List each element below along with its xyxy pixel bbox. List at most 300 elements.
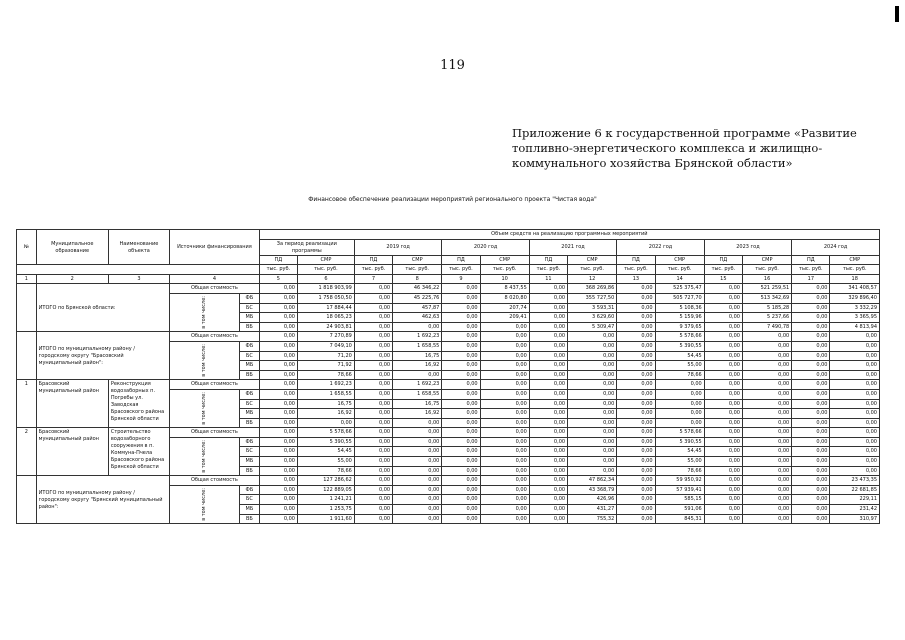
value-cell: 0,00 <box>704 284 742 294</box>
value-cell: 0,00 <box>354 399 392 409</box>
value-cell: 0,00 <box>354 351 392 361</box>
value-cell: 0,00 <box>568 370 617 380</box>
value-cell: 0,00 <box>617 505 655 515</box>
value-cell: 0,00 <box>792 380 830 390</box>
value-cell: 0,00 <box>568 389 617 399</box>
value-cell: 0,00 <box>617 476 655 486</box>
value-cell: 47 862,34 <box>568 476 617 486</box>
header-smr: СМР <box>655 255 704 265</box>
value-cell: 55,00 <box>298 457 355 467</box>
value-cell: 0,00 <box>830 380 880 390</box>
value-cell: 45 225,76 <box>393 293 442 303</box>
value-cell: 0,00 <box>354 322 392 332</box>
value-cell: 0,00 <box>529 370 567 380</box>
value-cell: 5 578,66 <box>655 428 704 438</box>
value-cell: 1 758 050,50 <box>298 293 355 303</box>
row-number <box>17 476 37 524</box>
value-cell: 22 681,85 <box>830 485 880 495</box>
value-cell: 0,00 <box>480 332 529 342</box>
in-that-number-text: в том числе: <box>201 344 208 378</box>
value-cell: 0,00 <box>529 293 567 303</box>
source-cell: ФБ <box>240 485 260 495</box>
value-cell: 78,66 <box>655 370 704 380</box>
value-cell: 17 884,44 <box>298 303 355 313</box>
value-cell: 0,00 <box>830 409 880 419</box>
source-cell: ВБ <box>240 322 260 332</box>
row-number <box>17 332 37 380</box>
value-cell: 1 253,75 <box>298 505 355 515</box>
value-cell: 0,00 <box>568 341 617 351</box>
value-cell: 525 375,47 <box>655 284 704 294</box>
value-cell: 0,00 <box>259 457 297 467</box>
value-cell: 0,00 <box>830 457 880 467</box>
value-cell: 0,00 <box>617 303 655 313</box>
value-cell: 0,00 <box>442 457 480 467</box>
in-that-number-label <box>170 341 240 379</box>
column-number: 18 <box>830 274 880 284</box>
header-unit: тыс. руб. <box>830 265 880 275</box>
value-cell: 0,00 <box>617 495 655 505</box>
value-cell: 0,00 <box>529 457 567 467</box>
value-cell: 0,00 <box>393 418 442 428</box>
header-pd: ПД <box>259 255 297 265</box>
value-cell: 0,00 <box>704 361 742 371</box>
header-no: № <box>17 230 37 265</box>
table-row <box>17 332 880 342</box>
value-cell: 0,00 <box>442 495 480 505</box>
column-number: 4 <box>170 274 260 284</box>
total-label-cell: ИТОГО по Брянской области: <box>36 284 169 332</box>
value-cell: 355 727,50 <box>568 293 617 303</box>
value-cell: 0,00 <box>792 505 830 515</box>
value-cell: 0,00 <box>442 485 480 495</box>
value-cell: 0,00 <box>830 332 880 342</box>
header-period: За период реализации программы <box>259 239 354 255</box>
column-number: 17 <box>792 274 830 284</box>
table-subtitle: Финансовое обеспечение реализации мероприятий регионального проекта "Чистая вода" <box>308 196 597 203</box>
value-cell: 57 939,41 <box>655 485 704 495</box>
value-cell: 0,00 <box>529 495 567 505</box>
value-cell: 0,00 <box>568 437 617 447</box>
value-cell: 0,00 <box>354 380 392 390</box>
header-unit: тыс. руб. <box>792 265 830 275</box>
value-cell: 0,00 <box>655 389 704 399</box>
source-cell: Общая стоимость <box>170 428 260 438</box>
value-cell: 0,00 <box>792 476 830 486</box>
value-cell: 54,45 <box>298 447 355 457</box>
value-cell: 310,97 <box>830 514 880 524</box>
value-cell: 231,42 <box>830 505 880 515</box>
value-cell: 0,00 <box>743 485 792 495</box>
value-cell: 0,00 <box>704 341 742 351</box>
value-cell: 0,00 <box>830 437 880 447</box>
value-cell: 0,00 <box>568 428 617 438</box>
value-cell: 0,00 <box>792 351 830 361</box>
value-cell: 0,00 <box>442 399 480 409</box>
source-cell: МБ <box>240 313 260 323</box>
value-cell: 0,00 <box>655 380 704 390</box>
value-cell: 0,00 <box>830 361 880 371</box>
value-cell: 229,11 <box>830 495 880 505</box>
value-cell: 0,00 <box>259 466 297 476</box>
header-units-row <box>17 265 880 275</box>
value-cell: 0,00 <box>480 485 529 495</box>
column-number: 3 <box>108 274 169 284</box>
source-cell: ФБ <box>240 437 260 447</box>
value-cell: 0,00 <box>792 313 830 323</box>
value-cell: 0,00 <box>792 322 830 332</box>
source-cell: ВБ <box>240 418 260 428</box>
value-cell: 0,00 <box>442 303 480 313</box>
value-cell: 71,20 <box>298 351 355 361</box>
value-cell: 0,00 <box>480 505 529 515</box>
value-cell: 8 020,80 <box>480 293 529 303</box>
header-pd: ПД <box>529 255 567 265</box>
value-cell: 0,00 <box>259 505 297 515</box>
value-cell: 0,00 <box>529 447 567 457</box>
header-pd: ПД <box>442 255 480 265</box>
row-number: 1 <box>17 380 37 428</box>
in-that-number-text: в том числе: <box>201 296 208 330</box>
value-cell: 0,00 <box>354 370 392 380</box>
value-cell: 0,00 <box>480 514 529 524</box>
value-cell: 0,00 <box>568 399 617 409</box>
value-cell: 16,92 <box>298 409 355 419</box>
value-cell: 0,00 <box>259 313 297 323</box>
value-cell: 0,00 <box>480 466 529 476</box>
value-cell: 0,00 <box>704 322 742 332</box>
value-cell: 1 658,55 <box>298 389 355 399</box>
value-cell: 0,00 <box>442 505 480 515</box>
header-unit: тыс. руб. <box>393 265 442 275</box>
value-cell: 0,00 <box>743 505 792 515</box>
source-cell: Общая стоимость <box>170 332 260 342</box>
value-cell: 0,00 <box>743 428 792 438</box>
column-number: 11 <box>529 274 567 284</box>
source-cell: БС <box>240 495 260 505</box>
value-cell: 0,00 <box>480 418 529 428</box>
value-cell: 0,00 <box>259 495 297 505</box>
value-cell: 0,00 <box>393 437 442 447</box>
value-cell: 0,00 <box>830 428 880 438</box>
value-cell: 0,00 <box>568 380 617 390</box>
value-cell: 0,00 <box>354 485 392 495</box>
value-cell: 9 379,65 <box>655 322 704 332</box>
value-cell: 0,00 <box>354 361 392 371</box>
value-cell: 0,00 <box>354 447 392 457</box>
value-cell: 0,00 <box>617 447 655 457</box>
table-row <box>17 428 880 438</box>
value-cell: 0,00 <box>568 332 617 342</box>
value-cell: 0,00 <box>743 418 792 428</box>
value-cell: 0,00 <box>529 418 567 428</box>
in-that-number-text: в том числе: <box>201 440 208 473</box>
column-number: 7 <box>354 274 392 284</box>
value-cell: 0,00 <box>743 447 792 457</box>
value-cell: 0,00 <box>442 389 480 399</box>
value-cell: 0,00 <box>480 322 529 332</box>
source-cell: ФБ <box>240 389 260 399</box>
value-cell: 0,00 <box>529 361 567 371</box>
value-cell: 0,00 <box>259 418 297 428</box>
value-cell: 0,00 <box>529 332 567 342</box>
value-cell: 0,00 <box>442 428 480 438</box>
value-cell: 127 286,62 <box>298 476 355 486</box>
value-cell: 0,00 <box>529 514 567 524</box>
in-that-number-label <box>170 389 240 427</box>
value-cell: 0,00 <box>568 466 617 476</box>
header-period: 2019 год <box>354 239 441 255</box>
value-cell: 0,00 <box>393 457 442 467</box>
value-cell: 0,00 <box>529 380 567 390</box>
value-cell: 0,00 <box>529 476 567 486</box>
value-cell: 0,00 <box>393 428 442 438</box>
table-row <box>17 284 880 294</box>
source-cell: ФБ <box>240 293 260 303</box>
value-cell: 0,00 <box>442 284 480 294</box>
value-cell: 0,00 <box>792 514 830 524</box>
header-smr: СМР <box>568 255 617 265</box>
value-cell: 0,00 <box>617 380 655 390</box>
source-cell: МБ <box>240 457 260 467</box>
value-cell: 0,00 <box>354 466 392 476</box>
value-cell: 0,00 <box>442 341 480 351</box>
value-cell: 0,00 <box>792 447 830 457</box>
value-cell: 0,00 <box>617 399 655 409</box>
header-smr: СМР <box>743 255 792 265</box>
value-cell: 0,00 <box>442 514 480 524</box>
header-unit: тыс. руб. <box>568 265 617 275</box>
header-unit: тыс. руб. <box>743 265 792 275</box>
value-cell: 71,92 <box>298 361 355 371</box>
value-cell: 0,00 <box>792 409 830 419</box>
value-cell: 43 368,79 <box>568 485 617 495</box>
value-cell: 0,00 <box>617 389 655 399</box>
value-cell: 1 692,23 <box>393 380 442 390</box>
value-cell: 0,00 <box>743 380 792 390</box>
header-smr: СМР <box>393 255 442 265</box>
source-cell: МБ <box>240 409 260 419</box>
column-number: 2 <box>36 274 108 284</box>
value-cell: 16,75 <box>298 399 355 409</box>
value-cell: 0,00 <box>442 447 480 457</box>
header-unit: тыс. руб. <box>529 265 567 275</box>
value-cell: 0,00 <box>259 485 297 495</box>
value-cell: 0,00 <box>617 284 655 294</box>
value-cell: 845,31 <box>655 514 704 524</box>
value-cell: 5 390,55 <box>655 341 704 351</box>
value-cell: 5 237,66 <box>743 313 792 323</box>
value-cell: 0,00 <box>617 428 655 438</box>
value-cell: 431,27 <box>568 505 617 515</box>
source-cell: ВБ <box>240 514 260 524</box>
value-cell: 0,00 <box>354 341 392 351</box>
column-number: 5 <box>259 274 297 284</box>
value-cell: 0,00 <box>529 466 567 476</box>
value-cell: 0,00 <box>617 351 655 361</box>
value-cell: 505 727,70 <box>655 293 704 303</box>
column-number: 1 <box>17 274 37 284</box>
in-that-number-label <box>170 293 240 331</box>
value-cell: 0,00 <box>792 370 830 380</box>
value-cell: 0,00 <box>480 428 529 438</box>
value-cell: 0,00 <box>792 284 830 294</box>
municipality-cell: Брасовский муниципальный район <box>36 428 108 476</box>
value-cell: 0,00 <box>743 476 792 486</box>
value-cell: 0,00 <box>259 380 297 390</box>
value-cell: 1 692,23 <box>393 332 442 342</box>
in-that-number-text: в том числе: <box>201 392 208 425</box>
value-cell: 0,00 <box>480 361 529 371</box>
value-cell: 0,00 <box>617 437 655 447</box>
value-cell: 0,00 <box>442 380 480 390</box>
value-cell: 0,00 <box>354 505 392 515</box>
value-cell: 513 342,69 <box>743 293 792 303</box>
value-cell: 0,00 <box>393 476 442 486</box>
value-cell: 0,00 <box>830 418 880 428</box>
municipality-cell: Брасовский муниципальный район <box>36 380 108 428</box>
value-cell: 0,00 <box>480 380 529 390</box>
value-cell: 0,00 <box>792 389 830 399</box>
value-cell: 0,00 <box>529 485 567 495</box>
value-cell: 0,00 <box>480 351 529 361</box>
header-source: Источники финансирования <box>170 230 260 265</box>
column-number: 9 <box>442 274 480 284</box>
source-cell: ВБ <box>240 466 260 476</box>
value-cell: 0,00 <box>480 437 529 447</box>
value-cell: 0,00 <box>393 370 442 380</box>
value-cell: 0,00 <box>704 389 742 399</box>
value-cell: 0,00 <box>704 370 742 380</box>
value-cell: 0,00 <box>529 351 567 361</box>
value-cell: 122 889,05 <box>298 485 355 495</box>
value-cell: 5 578,66 <box>655 332 704 342</box>
source-cell: МБ <box>240 361 260 371</box>
value-cell: 0,00 <box>792 341 830 351</box>
value-cell: 0,00 <box>704 332 742 342</box>
value-cell: 78,66 <box>298 466 355 476</box>
value-cell: 462,63 <box>393 313 442 323</box>
header-volume: Объем средств на реализацию программных мероприятий <box>259 230 879 240</box>
value-cell: 0,00 <box>354 418 392 428</box>
value-cell: 1 911,60 <box>298 514 355 524</box>
value-cell: 0,00 <box>792 457 830 467</box>
value-cell: 0,00 <box>480 495 529 505</box>
value-cell: 0,00 <box>529 399 567 409</box>
value-cell: 0,00 <box>617 332 655 342</box>
header-smr: СМР <box>480 255 529 265</box>
value-cell: 0,00 <box>354 303 392 313</box>
source-cell: БС <box>240 447 260 457</box>
value-cell: 0,00 <box>442 409 480 419</box>
value-cell: 1 658,55 <box>393 341 442 351</box>
value-cell: 0,00 <box>529 303 567 313</box>
source-cell: Общая стоимость <box>170 380 260 390</box>
value-cell: 0,00 <box>529 428 567 438</box>
value-cell: 0,00 <box>743 389 792 399</box>
value-cell: 0,00 <box>393 505 442 515</box>
header-units-spacer <box>17 265 260 275</box>
value-cell: 0,00 <box>704 466 742 476</box>
value-cell: 0,00 <box>354 514 392 524</box>
value-cell: 0,00 <box>568 418 617 428</box>
value-cell: 0,00 <box>259 322 297 332</box>
value-cell: 0,00 <box>480 447 529 457</box>
table-body <box>17 284 880 524</box>
value-cell: 0,00 <box>393 485 442 495</box>
value-cell: 0,00 <box>704 428 742 438</box>
value-cell: 0,00 <box>655 418 704 428</box>
in-that-number-text: в том числе: <box>201 488 208 521</box>
header-pd: ПД <box>792 255 830 265</box>
value-cell: 0,00 <box>743 457 792 467</box>
value-cell: 0,00 <box>259 293 297 303</box>
value-cell: 0,00 <box>743 361 792 371</box>
value-cell: 0,00 <box>743 332 792 342</box>
value-cell: 0,00 <box>617 322 655 332</box>
value-cell: 0,00 <box>354 495 392 505</box>
value-cell: 0,00 <box>529 284 567 294</box>
value-cell: 0,00 <box>259 351 297 361</box>
value-cell: 0,00 <box>830 399 880 409</box>
header-period: 2023 год <box>704 239 791 255</box>
value-cell: 0,00 <box>617 466 655 476</box>
value-cell: 78,66 <box>655 466 704 476</box>
object-cell: Строительство водозаборного сооружения в п. Коммуна-Пчела Брасовского района Брянской области <box>108 428 169 476</box>
value-cell: 0,00 <box>354 437 392 447</box>
value-cell: 0,00 <box>354 284 392 294</box>
value-cell: 0,00 <box>354 428 392 438</box>
value-cell: 0,00 <box>617 313 655 323</box>
value-cell: 3 629,60 <box>568 313 617 323</box>
value-cell: 0,00 <box>655 399 704 409</box>
value-cell: 0,00 <box>655 409 704 419</box>
value-cell: 0,00 <box>830 447 880 457</box>
value-cell: 755,32 <box>568 514 617 524</box>
row-number <box>17 284 37 332</box>
value-cell: 0,00 <box>529 322 567 332</box>
value-cell: 16,92 <box>393 361 442 371</box>
value-cell: 0,00 <box>743 437 792 447</box>
value-cell: 426,96 <box>568 495 617 505</box>
value-cell: 54,45 <box>655 447 704 457</box>
value-cell: 16,75 <box>393 351 442 361</box>
value-cell: 341 408,57 <box>830 284 880 294</box>
value-cell: 0,00 <box>480 389 529 399</box>
value-cell: 0,00 <box>259 361 297 371</box>
header-smr: СМР <box>830 255 880 265</box>
value-cell: 0,00 <box>259 514 297 524</box>
value-cell: 0,00 <box>704 514 742 524</box>
row-number: 2 <box>17 428 37 476</box>
header-unit: тыс. руб. <box>442 265 480 275</box>
value-cell: 0,00 <box>480 341 529 351</box>
value-cell: 0,00 <box>354 476 392 486</box>
value-cell: 0,00 <box>617 485 655 495</box>
value-cell: 585,15 <box>655 495 704 505</box>
table-row <box>17 476 880 486</box>
value-cell: 0,00 <box>393 495 442 505</box>
value-cell: 0,00 <box>830 341 880 351</box>
value-cell: 0,00 <box>743 341 792 351</box>
value-cell: 0,00 <box>529 437 567 447</box>
value-cell: 0,00 <box>259 332 297 342</box>
value-cell: 0,00 <box>259 389 297 399</box>
total-label-cell: ИТОГО по муниципальному району / городскому округу "Брянский муниципальный район": <box>36 476 169 524</box>
value-cell: 0,00 <box>704 399 742 409</box>
header-period: 2021 год <box>529 239 616 255</box>
value-cell: 7 270,89 <box>298 332 355 342</box>
